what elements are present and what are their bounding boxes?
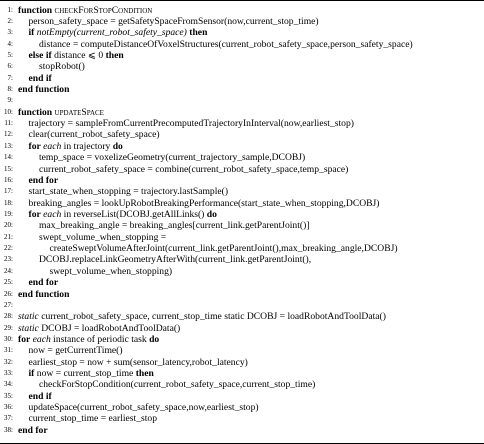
code-text: in trajectory bbox=[61, 140, 113, 152]
line-number: 33: bbox=[4, 369, 13, 378]
line-code bbox=[29, 27, 208, 38]
code-text: each bbox=[43, 140, 62, 152]
code-text: DCOBJ.replaceLinkGeometryAfterWith(current_link.getParentJoint(), bbox=[39, 254, 312, 266]
algorithm-line bbox=[0, 16, 484, 27]
code-text: createSweptVolumeAfterJoint(current_link.getParentJoint(),max_breaking_angle,DCOBJ) bbox=[49, 243, 398, 255]
keyword: end for bbox=[28, 174, 59, 186]
line-code bbox=[18, 311, 386, 322]
line-code bbox=[29, 118, 354, 129]
line-code bbox=[18, 289, 69, 300]
code-text: swept_volume_when_stopping) bbox=[49, 265, 173, 277]
keyword: then bbox=[189, 27, 208, 39]
algorithm-line bbox=[0, 84, 484, 95]
algorithm-line bbox=[0, 129, 484, 140]
line-number: 17: bbox=[4, 187, 13, 196]
algorithm-line bbox=[0, 152, 484, 163]
line-code bbox=[29, 357, 248, 368]
line-number: 4: bbox=[7, 39, 13, 48]
line-number: 37: bbox=[4, 414, 13, 423]
keyword: end function bbox=[18, 288, 70, 300]
line-code bbox=[29, 186, 229, 197]
line-number: 32: bbox=[4, 357, 13, 366]
line-number: 22: bbox=[4, 244, 13, 253]
code-text: start_state_when_stopping = trajectory.lastSample() bbox=[28, 186, 229, 198]
line-code bbox=[29, 175, 59, 186]
algorithm-line bbox=[0, 164, 484, 175]
line-number: 20: bbox=[4, 221, 13, 230]
keyword: for bbox=[28, 140, 41, 152]
line-number: 26: bbox=[4, 289, 13, 298]
code-text: updateSpace(current_robot_safety_space,now,earliest_stop) bbox=[28, 402, 259, 414]
code-text: earliest_stop = now + sum(sensor_latency,robot_latency) bbox=[28, 356, 248, 368]
keyword: else if bbox=[28, 49, 52, 61]
line-number: 11: bbox=[4, 119, 13, 128]
line-number: 7: bbox=[7, 73, 13, 82]
line-code bbox=[39, 254, 311, 265]
line-code bbox=[18, 107, 104, 118]
keyword: end if bbox=[28, 390, 52, 402]
algorithm-line bbox=[0, 5, 484, 16]
line-number: 3: bbox=[7, 28, 13, 37]
algorithm-line bbox=[0, 425, 484, 436]
keyword: function bbox=[18, 4, 53, 16]
algorithm-line bbox=[0, 368, 484, 379]
keyword: then bbox=[135, 368, 154, 380]
line-number: 30: bbox=[4, 334, 13, 343]
line-code bbox=[29, 16, 319, 27]
line-number: 24: bbox=[4, 266, 13, 275]
line-code bbox=[29, 209, 217, 220]
algorithm-line bbox=[0, 95, 484, 106]
algorithm-line bbox=[0, 175, 484, 186]
algorithm-line bbox=[0, 357, 484, 368]
line-code bbox=[39, 61, 85, 72]
algorithm-line bbox=[0, 61, 484, 72]
code-text: swept_volume_when_stopping = bbox=[39, 231, 167, 243]
line-number: 5: bbox=[7, 50, 13, 59]
line-code bbox=[29, 277, 59, 288]
code-text: each bbox=[32, 333, 51, 345]
code-text: current_stop_time = earliest_stop bbox=[28, 413, 157, 425]
line-number: 27: bbox=[4, 300, 13, 309]
code-text: max_breaking_angle = breaking_angles[current_link.getParentJoint()] bbox=[39, 220, 310, 232]
line-number: 10: bbox=[4, 107, 13, 116]
code-text: each bbox=[43, 208, 62, 220]
algorithm-line bbox=[0, 198, 484, 209]
line-number: 15: bbox=[4, 164, 13, 173]
code-text: static bbox=[18, 322, 39, 334]
line-number: 14: bbox=[4, 153, 13, 162]
code-text: distance = computeDistanceOfVoxelStructures(current_robot_safety_space,person_safety_space) bbox=[39, 38, 413, 50]
keyword: for bbox=[28, 208, 41, 220]
keyword: if bbox=[28, 27, 35, 39]
algorithm-line bbox=[0, 391, 484, 402]
line-number: 12: bbox=[4, 130, 13, 139]
code-text: DCOBJ = loadRobotAndToolData() bbox=[38, 322, 181, 334]
algorithm-line bbox=[0, 39, 484, 50]
line-number: 36: bbox=[4, 403, 13, 412]
line-code bbox=[18, 334, 159, 345]
algorithm-line bbox=[0, 220, 484, 231]
line-number: 6: bbox=[7, 62, 13, 71]
line-code bbox=[18, 425, 48, 436]
algorithm-line bbox=[0, 209, 484, 220]
algorithm-line bbox=[0, 300, 484, 311]
algorithm-line bbox=[0, 402, 484, 413]
keyword: for bbox=[18, 333, 31, 345]
algorithm-line bbox=[0, 266, 484, 277]
line-number: 35: bbox=[4, 391, 13, 400]
procedure-name: checkForStopCondition bbox=[54, 4, 153, 16]
code-text: now = current_stop_time bbox=[34, 368, 136, 380]
line-code bbox=[39, 152, 305, 163]
line-code bbox=[39, 379, 315, 390]
keyword: end if bbox=[28, 72, 52, 84]
algorithm-line bbox=[0, 254, 484, 265]
algorithm-line bbox=[0, 289, 484, 300]
algorithm-line bbox=[0, 379, 484, 390]
code-text: static bbox=[18, 311, 39, 323]
code-text: stopRobot() bbox=[39, 61, 85, 73]
line-number: 8: bbox=[7, 85, 13, 94]
algorithm-line bbox=[0, 50, 484, 61]
line-code bbox=[39, 164, 348, 175]
line-code bbox=[29, 391, 52, 402]
algorithm-line bbox=[0, 243, 484, 254]
line-number: 9: bbox=[7, 96, 13, 105]
keyword: do bbox=[206, 208, 217, 220]
line-code bbox=[39, 220, 309, 231]
line-number: 2: bbox=[7, 16, 13, 25]
line-code bbox=[50, 266, 173, 277]
keyword: do bbox=[112, 140, 123, 152]
algorithm-line bbox=[0, 141, 484, 152]
line-code bbox=[18, 84, 69, 95]
keyword: do bbox=[149, 333, 160, 345]
algorithm-line bbox=[0, 107, 484, 118]
code-text: person_safety_space = getSafetySpaceFromSensor(now,current_stop_time) bbox=[28, 15, 319, 27]
line-number: 16: bbox=[4, 175, 13, 184]
keyword: function bbox=[18, 106, 53, 118]
algorithm-line bbox=[0, 277, 484, 288]
keyword: end for bbox=[28, 277, 59, 289]
algorithm-line bbox=[0, 118, 484, 129]
code-text: checkForStopCondition(current_robot_safety_space,current_stop_time) bbox=[39, 379, 316, 391]
line-number: 34: bbox=[4, 380, 13, 389]
line-code bbox=[39, 232, 166, 243]
line-number: 23: bbox=[4, 255, 13, 264]
code-text: distance ⩽ 0 bbox=[51, 49, 106, 61]
code-text: now = getCurrentTime() bbox=[28, 345, 123, 357]
code-text: instance of periodic task bbox=[50, 333, 150, 345]
algorithm-line bbox=[0, 413, 484, 424]
code-text: notEmpty(current_robot_safety_space) bbox=[36, 27, 187, 39]
code-text: current_robot_safety_space, current_stop_time static DCOBJ = loadRobotAndToolData() bbox=[38, 311, 386, 323]
keyword: then bbox=[105, 49, 124, 61]
line-code bbox=[29, 345, 123, 356]
line-code bbox=[29, 50, 124, 61]
algorithm-line bbox=[0, 323, 484, 334]
line-number: 28: bbox=[4, 312, 13, 321]
line-code bbox=[18, 5, 152, 16]
line-code bbox=[29, 198, 380, 209]
algorithm-line bbox=[0, 232, 484, 243]
keyword: if bbox=[28, 368, 35, 380]
algorithm-line bbox=[0, 345, 484, 356]
algorithm-line bbox=[0, 311, 484, 322]
code-text: temp_space = voxelizeGeometry(current_trajectory_sample,DCOBJ) bbox=[39, 152, 306, 164]
line-number: 38: bbox=[4, 425, 13, 434]
line-code bbox=[29, 402, 259, 413]
line-code bbox=[29, 413, 158, 424]
procedure-name: updateSpace bbox=[54, 106, 104, 118]
algorithm-line bbox=[0, 186, 484, 197]
line-number: 19: bbox=[4, 209, 13, 218]
line-code bbox=[29, 129, 160, 140]
line-number: 18: bbox=[4, 198, 13, 207]
keyword: end for bbox=[18, 424, 48, 436]
line-code bbox=[18, 323, 180, 334]
code-text: breaking_angles = lookUpRobotBreakingPerformance(start_state_when_stopping,DCOBJ) bbox=[28, 197, 380, 209]
line-code bbox=[29, 73, 52, 84]
line-number: 25: bbox=[4, 278, 13, 287]
line-number: 31: bbox=[4, 346, 13, 355]
line-code bbox=[39, 39, 413, 50]
line-number: 21: bbox=[4, 232, 13, 241]
algorithm-line bbox=[0, 27, 484, 38]
code-text: trajectory = sampleFromCurrentPrecomputedTrajectoryInInterval(now,earliest_stop) bbox=[28, 118, 354, 130]
code-text: current_robot_safety_space = combine(current_robot_safety_space,temp_space) bbox=[39, 163, 349, 175]
line-number: 29: bbox=[4, 323, 13, 332]
algorithm-line bbox=[0, 73, 484, 84]
line-code bbox=[29, 368, 154, 379]
code-text: clear(current_robot_safety_space) bbox=[28, 129, 160, 141]
code-text: in reverseList(DCOBJ.getAllLinks() bbox=[61, 208, 207, 220]
line-code bbox=[29, 141, 123, 152]
line-number: 1: bbox=[7, 5, 13, 14]
line-number: 13: bbox=[4, 141, 13, 150]
line-code bbox=[50, 243, 398, 254]
keyword: end function bbox=[18, 84, 70, 96]
algorithm-line bbox=[0, 334, 484, 345]
